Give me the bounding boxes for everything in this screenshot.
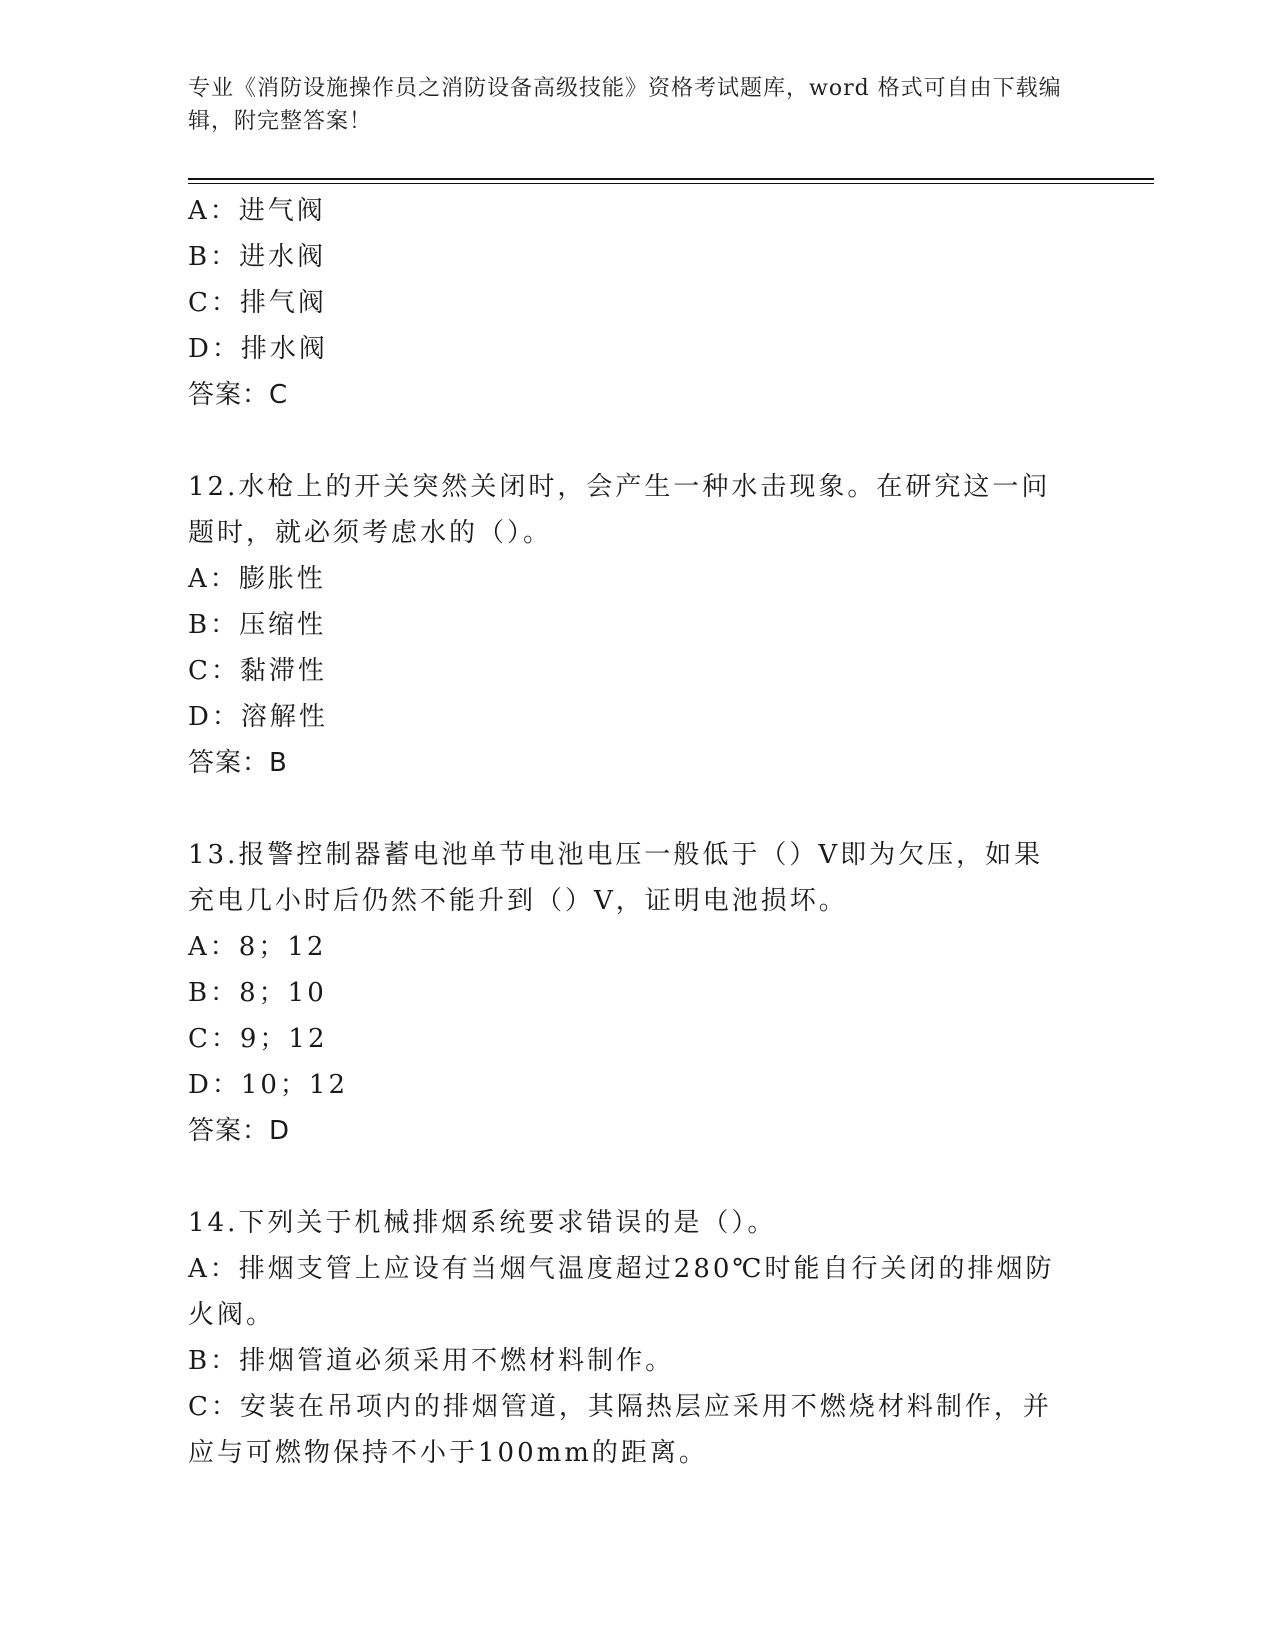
- header-rule-thin: [188, 183, 1154, 184]
- question-stem: 12.水枪上的开关突然关闭时，会产生一种水击现象。在研究这一问题时，就必须考虑水的（）。: [188, 472, 1051, 548]
- option-d: D：排水阀: [188, 334, 328, 364]
- option-d: D：溶解性: [188, 702, 328, 732]
- question-12: [188, 464, 1068, 786]
- answer-line: 答案：B: [188, 748, 288, 778]
- option-c: C：9；12: [188, 1024, 328, 1054]
- document-header: 专业《消防设施操作员之消防设备高级技能》资格考试题库，word 格式可自由下载编辑，附完整答案！: [188, 76, 1062, 134]
- option-b: B：排烟管道必须采用不燃材料制作。: [188, 1346, 675, 1376]
- question-list: [188, 188, 1068, 1476]
- option-c: C：黏滞性: [188, 656, 327, 686]
- option-a: A：排烟支管上应设有当烟气温度超过280℃时能自行关闭的排烟防火阀。: [188, 1254, 1055, 1330]
- question-stem: 14.下列关于机械排烟系统要求错误的是（）。: [188, 1208, 777, 1238]
- question-11-continued: [188, 188, 1068, 418]
- option-b: B：8；10: [188, 978, 327, 1008]
- option-a: A：进气阀: [188, 196, 326, 226]
- option-b: B：进水阀: [188, 242, 327, 272]
- option-a: A：8；12: [188, 932, 327, 962]
- question-13: [188, 832, 1068, 1154]
- option-b: B：压缩性: [188, 610, 327, 640]
- option-c: C：安装在吊项内的排烟管道，其隔热层应采用不燃烧材料制作，并应与可燃物保持不小于100mm的距离。: [188, 1392, 1052, 1468]
- question-stem: 13.报警控制器蓄电池单节电池电压一般低于（）V即为欠压，如果充电几小时后仍然不能升到（）V，证明电池损坏。: [188, 840, 1044, 916]
- question-14: [188, 1200, 1068, 1476]
- option-a: A：膨胀性: [188, 564, 326, 594]
- answer-line: 答案：D: [188, 1116, 291, 1146]
- option-d: D：10；12: [188, 1070, 349, 1100]
- header-rule-thick: [188, 178, 1154, 180]
- option-c: C：排气阀: [188, 288, 327, 318]
- answer-line: 答案：C: [188, 380, 289, 410]
